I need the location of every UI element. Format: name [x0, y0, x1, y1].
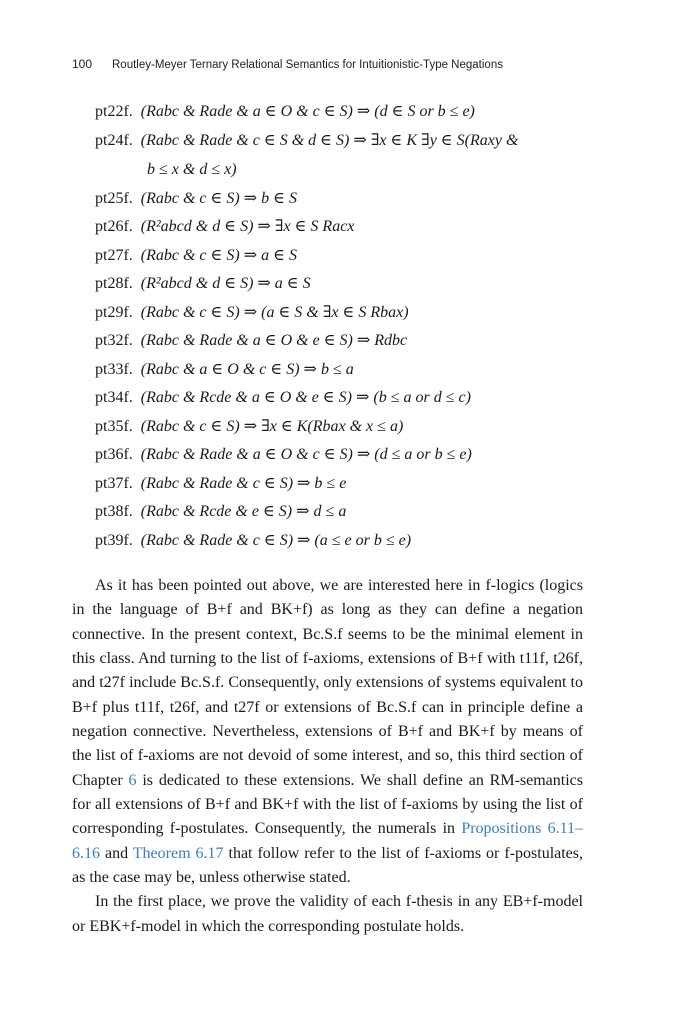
chapter-link[interactable]: 6	[128, 771, 137, 789]
postulate-label: pt32f.	[95, 332, 133, 349]
postulate-formula: (Rabc & c ∈ S) ⇒ ∃x ∈ K(Rbax & x ≤ a)	[140, 418, 404, 435]
postulate-pt22f	[95, 101, 475, 123]
postulate-pt29f	[95, 302, 409, 324]
paragraph-text: In the first place, we prove the validity of each f-thesis in any EB+f-model or EBK+f-model in which the corresponding postulate holds.	[72, 893, 583, 935]
postulate-label: pt34f.	[95, 389, 133, 406]
propositions-link[interactable]: Propositions 6.11–6.16	[72, 820, 584, 862]
paragraph-text: that follow refer to the list of f-axioms or f-postulates, as the case may be, unless otherwise stated.	[72, 844, 584, 887]
postulate-pt34f	[95, 387, 471, 409]
postulate-label: pt28f.	[95, 275, 133, 292]
postulate-label: pt25f.	[95, 190, 133, 207]
body-text	[72, 574, 583, 939]
postulate-pt37f	[95, 473, 346, 495]
postulate-label: pt37f.	[95, 475, 133, 492]
postulate-pt24f	[95, 130, 518, 152]
postulate-pt35f	[95, 416, 403, 438]
page-number: 100	[72, 57, 93, 71]
paragraph-text: is dedicated to these extensions. We shall define an RM-semantics for all extensions of B+f and BK+f with the list of f-axioms by using the list of corresponding f-postulates. Consequently, the numerals in	[72, 771, 583, 838]
postulate-formula: (Rabc & Rade & a ∈ O & c ∈ S) ⇒ (d ∈ S or b ≤ e)	[140, 103, 475, 120]
running-title: Routley-Meyer Ternary Relational Semantics for Intuitionistic-Type Negations	[112, 59, 503, 71]
postulate-formula: (Rabc & Rade & a ∈ O & c ∈ S) ⇒ (d ≤ a or b ≤ e)	[140, 446, 472, 463]
postulate-label: pt26f.	[95, 218, 133, 235]
postulate-pt27f	[95, 245, 297, 267]
postulate-label: pt22f.	[95, 103, 133, 120]
running-header	[72, 57, 592, 73]
postulate-formula: (Rabc & Rade & c ∈ S & d ∈ S) ⇒ ∃x ∈ K ∃y ∈ S(Raxy &	[140, 132, 519, 149]
postulate-pt26f	[95, 216, 354, 238]
postulate-formula: (Rabc & c ∈ S) ⇒ a ∈ S	[140, 247, 297, 264]
postulate-label: pt33f.	[95, 361, 133, 378]
postulate-formula-continuation: b ≤ x & d ≤ x)	[147, 161, 237, 178]
postulate-pt33f	[95, 359, 354, 381]
postulate-formula: (Rabc & Rade & c ∈ S) ⇒ b ≤ e	[140, 475, 347, 492]
paragraph-text: and	[100, 844, 133, 862]
postulate-pt36f	[95, 444, 472, 466]
postulate-label: pt29f.	[95, 304, 133, 321]
postulate-formula: (R²abcd & d ∈ S) ⇒ a ∈ S	[140, 275, 311, 292]
paragraph-text: As it has been pointed out above, we are interested here in f-logics (logics in the language of B+f and BK+f) as long as they can define a negation connective. In the present context, Bc.S.f seems to be the minimal element in this class. And turning to the list of f-axioms, extensions of B+f with t11f, t26f, and t27f include Bc.S.f. Consequently, only extensions of systems equivalent to B+f plus t11f, t26f, and t27f or extensions of Bc.S.f can in principle define a negation connective. Nevertheless, extensions of B+f and BK+f by means of the list of f-axioms are not devoid of some interest, and so, this third section of Chapter	[72, 577, 583, 789]
postulate-pt39f	[95, 530, 411, 552]
postulate-label: pt35f.	[95, 418, 133, 435]
postulate-formula: (Rabc & Rcde & a ∈ O & e ∈ S) ⇒ (b ≤ a or d ≤ c)	[140, 389, 471, 406]
postulate-label: pt24f.	[95, 132, 133, 149]
postulate-label: pt38f.	[95, 503, 133, 520]
postulate-formula: (Rabc & Rade & c ∈ S) ⇒ (a ≤ e or b ≤ e)	[140, 532, 412, 549]
postulate-formula: (Rabc & a ∈ O & c ∈ S) ⇒ b ≤ a	[140, 361, 354, 378]
postulate-label: pt27f.	[95, 247, 133, 264]
postulate-label: pt39f.	[95, 532, 133, 549]
postulate-formula: (Rabc & Rcde & e ∈ S) ⇒ d ≤ a	[140, 503, 347, 520]
postulate-pt28f	[95, 273, 311, 295]
postulate-pt38f	[95, 501, 346, 523]
theorem-link[interactable]: Theorem 6.17	[132, 844, 224, 862]
postulate-formula: (R²abcd & d ∈ S) ⇒ ∃x ∈ S Racx	[140, 218, 355, 235]
postulate-formula: (Rabc & c ∈ S) ⇒ b ∈ S	[140, 190, 297, 207]
postulate-formula: (Rabc & c ∈ S) ⇒ (a ∈ S & ∃x ∈ S Rbax)	[140, 304, 409, 321]
postulate-pt32f	[95, 330, 407, 352]
paragraph	[72, 890, 583, 939]
postulate-pt25f	[95, 188, 297, 210]
postulate-pt24f-continuation	[147, 159, 237, 181]
postulate-formula: (Rabc & Rade & a ∈ O & e ∈ S) ⇒ Rdbc	[140, 332, 408, 349]
postulate-label: pt36f.	[95, 446, 133, 463]
paragraph	[72, 574, 583, 890]
